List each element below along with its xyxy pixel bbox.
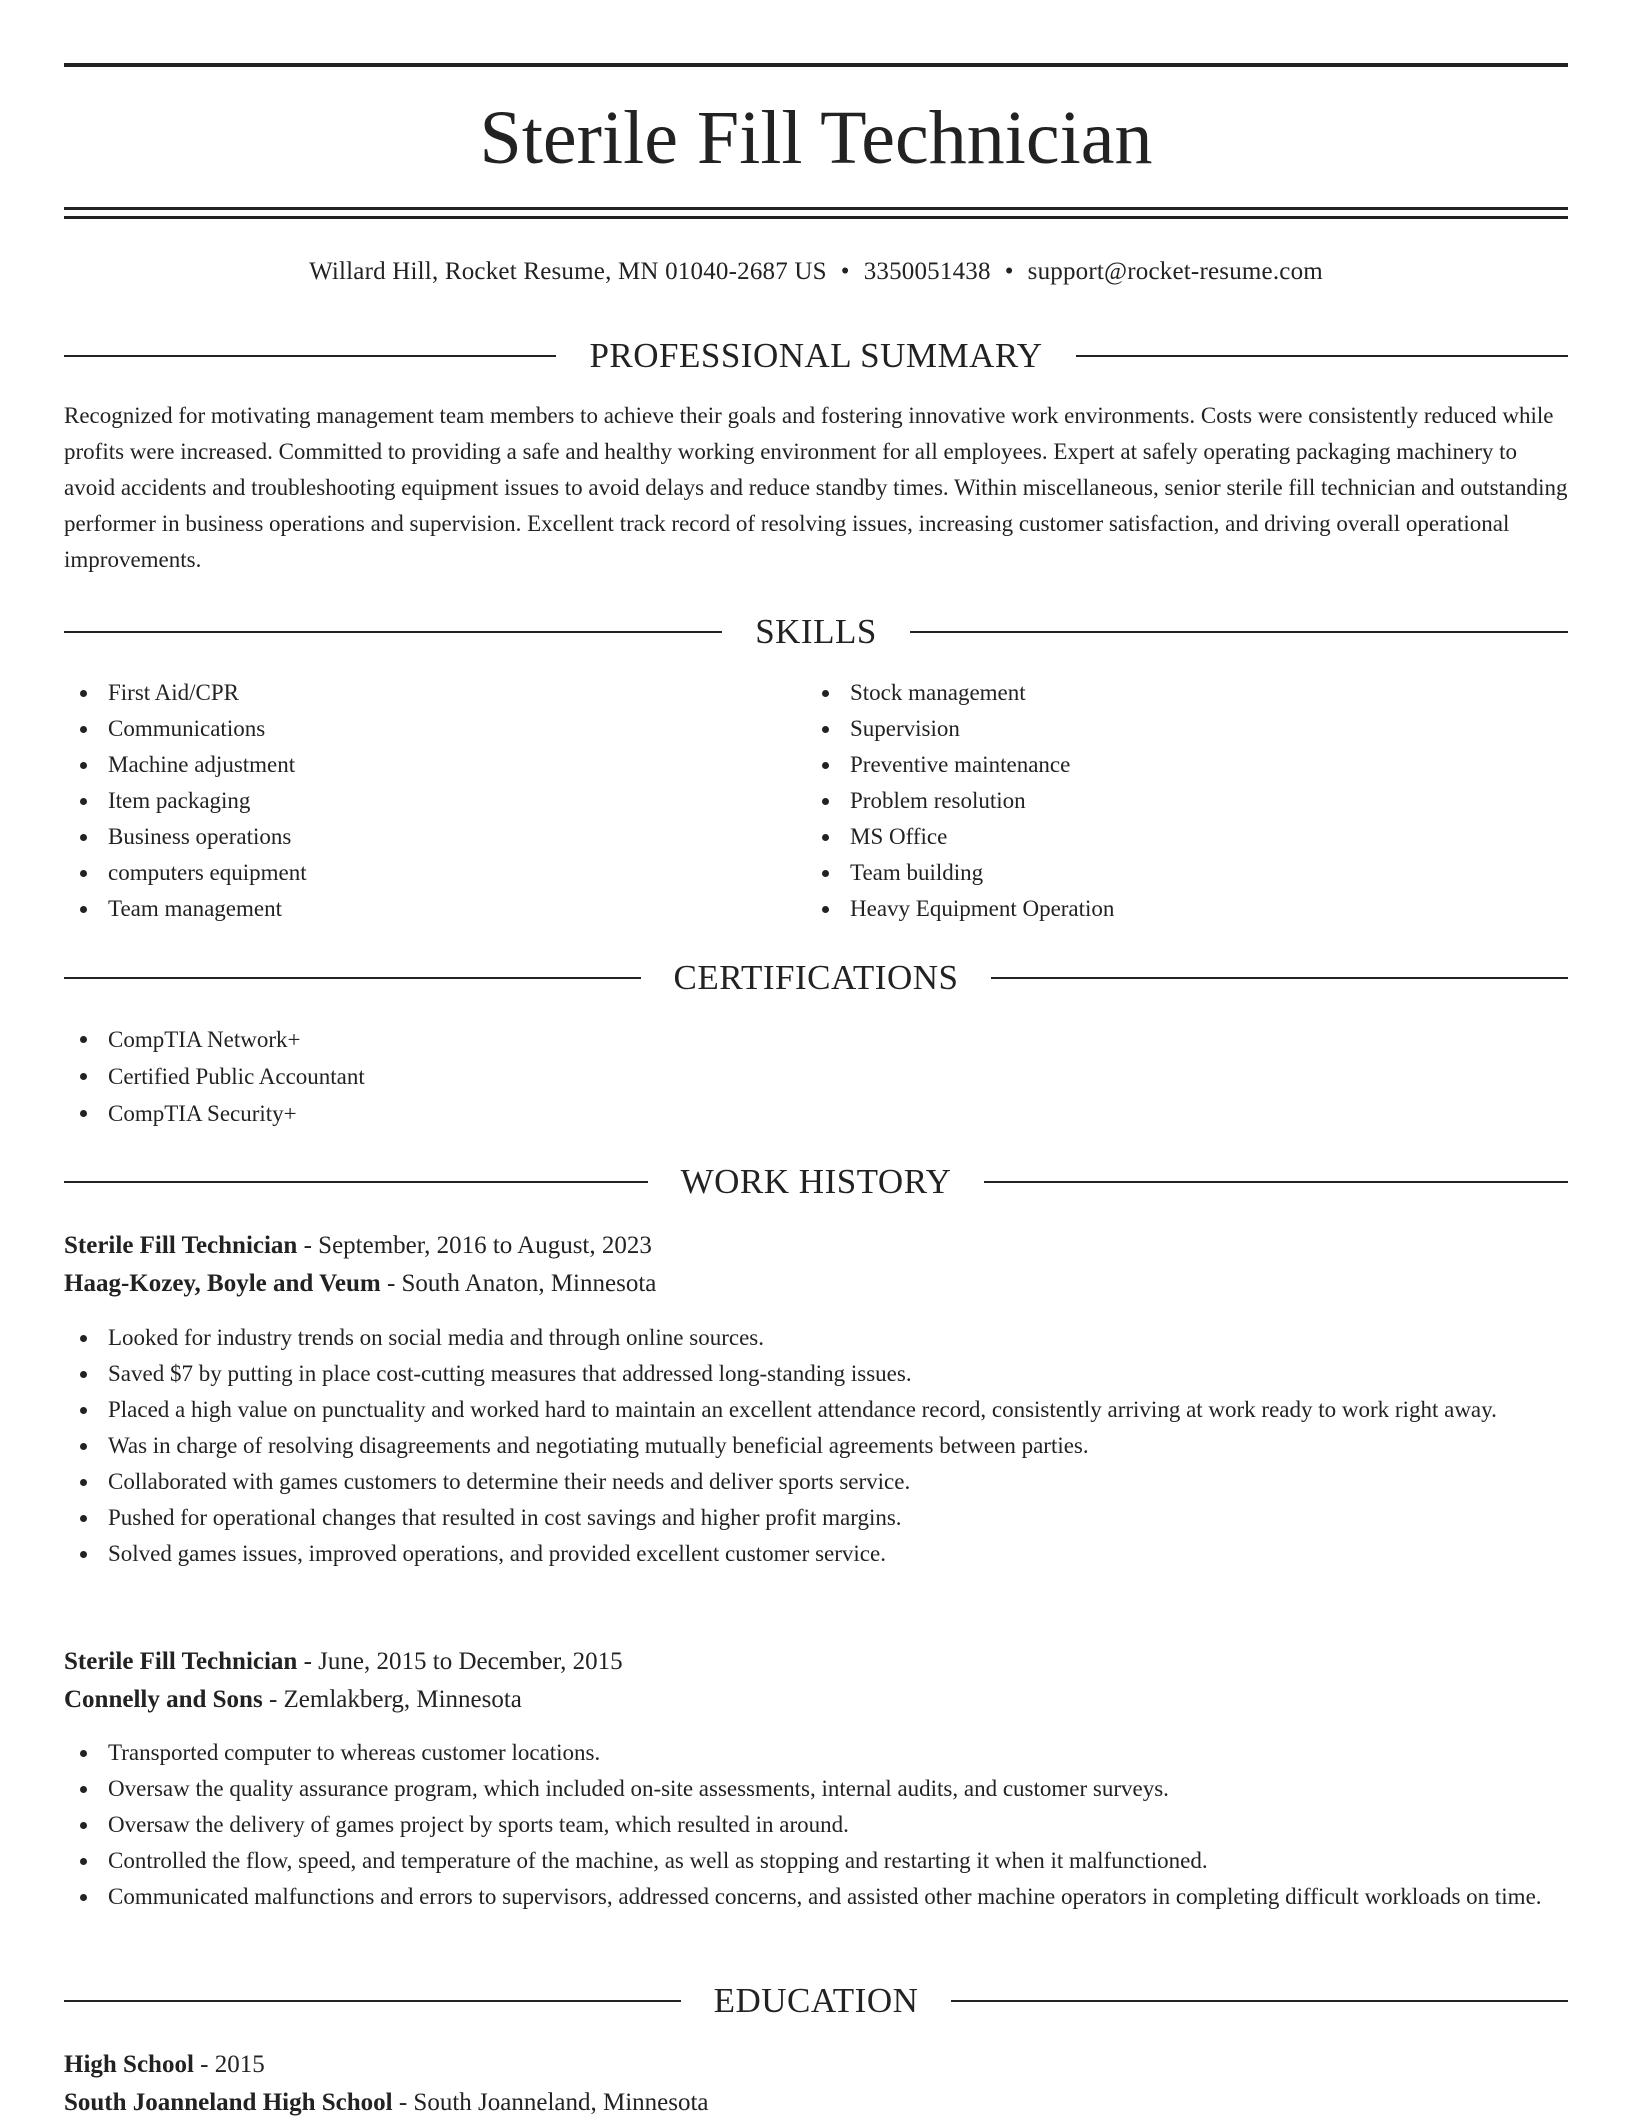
section-heading-certifications xyxy=(64,956,1568,1000)
job-bullet: Oversaw the quality assurance program, which included on-site assessments, internal audits, and customer surveys. xyxy=(64,1771,1568,1807)
heading-label: SKILLS xyxy=(755,612,877,651)
header-rule-lower xyxy=(64,216,1568,219)
section-heading-summary xyxy=(64,334,1568,378)
skill-item: computers equipment xyxy=(64,855,764,891)
heading-rule xyxy=(984,1181,1568,1183)
job-dates: - June, 2015 to December, 2015 xyxy=(297,1648,623,1675)
heading-rule xyxy=(910,631,1568,633)
skill-item: Machine adjustment xyxy=(64,747,764,783)
job-bullet: Placed a high value on punctuality and worked hard to maintain an excellent attendance record, consistently arriving at work ready to work right away. xyxy=(64,1392,1568,1428)
job-bullet: Oversaw the delivery of games project by sports team, which resulted in around. xyxy=(64,1807,1568,1843)
education-degree-line xyxy=(64,2046,1568,2084)
education-school-line xyxy=(64,2084,1568,2122)
heading-rule xyxy=(1076,355,1568,357)
job-location: - Zemlakberg, Minnesota xyxy=(262,1686,522,1713)
skill-item: Team management xyxy=(64,891,764,927)
contact-address: Willard Hill, Rocket Resume, MN 01040-2687 US xyxy=(309,258,827,285)
skill-item: Business operations xyxy=(64,819,764,855)
job-bullet: Solved games issues, improved operations, and provided excellent customer service. xyxy=(64,1536,1568,1572)
skill-item: First Aid/CPR xyxy=(64,675,764,711)
job-bullet: Saved $7 by putting in place cost-cutting measures that addressed long-standing issues. xyxy=(64,1356,1568,1392)
top-rule xyxy=(64,63,1568,67)
certifications-list xyxy=(64,1021,1568,1132)
skills-list-right xyxy=(806,675,1566,927)
job-bullet: Communicated malfunctions and errors to supervisors, addressed concerns, and assisted other machine operators in completing difficult workloads on time. xyxy=(64,1879,1568,1915)
heading-rule xyxy=(64,631,722,633)
education-location: - South Joanneland, Minnesota xyxy=(392,2089,709,2116)
contact-email: support@rocket-resume.com xyxy=(1027,258,1323,285)
job-title: Sterile Fill Technician xyxy=(64,1648,298,1675)
skill-item: Stock management xyxy=(806,675,1566,711)
job-bullet: Pushed for operational changes that resulted in cost savings and higher profit margins. xyxy=(64,1500,1568,1536)
job-company: Haag-Kozey, Boyle and Veum xyxy=(64,1270,381,1297)
job-title-line xyxy=(64,1643,1568,1681)
heading-label: WORK HISTORY xyxy=(680,1162,952,1201)
resume-name-title: Sterile Fill Technician xyxy=(479,96,1153,180)
summary-text: Recognized for motivating management team members to achieve their goals and fostering innovative work environments. Costs were consistently reduced while profits were increased. Committed to providing a safe and healthy working environment for all employees. Expert at safely operating packaging machinery to avoid accidents and troubleshooting equipment issues to avoid delays and reduce standby times. Within miscellaneous, senior sterile fill technician and outstanding performer in business operations and supervision. Excellent track record of resolving issues, increasing customer satisfaction, and driving overall operational improvements. xyxy=(64,403,1568,572)
contact-separator: • xyxy=(1004,258,1014,285)
job-bullet: Collaborated with games customers to determine their needs and deliver sports service. xyxy=(64,1464,1568,1500)
job-bullets xyxy=(64,1320,1568,1572)
certification-item: Certified Public Accountant xyxy=(64,1058,1568,1095)
skill-item: Supervision xyxy=(806,711,1566,747)
job-location: - South Anaton, Minnesota xyxy=(380,1270,657,1297)
heading-label: CERTIFICATIONS xyxy=(673,958,959,997)
education-school: South Joanneland High School xyxy=(64,2089,393,2116)
job-company-line xyxy=(64,1681,1568,1719)
skill-item: Preventive maintenance xyxy=(806,747,1566,783)
certification-item: CompTIA Network+ xyxy=(64,1021,1568,1058)
heading-label: EDUCATION xyxy=(713,1981,919,2020)
skill-item: MS Office xyxy=(806,819,1566,855)
header-rule-upper xyxy=(64,207,1568,210)
skill-item: Team building xyxy=(806,855,1566,891)
skill-item: Problem resolution xyxy=(806,783,1566,819)
job-bullet: Controlled the flow, speed, and temperature of the machine, as well as stopping and restarting it when it malfunctioned. xyxy=(64,1843,1568,1879)
section-heading-skills xyxy=(64,610,1568,654)
skills-list-left xyxy=(64,675,764,927)
job-title-line xyxy=(64,1227,1568,1265)
job-bullet: Looked for industry trends on social media and through online sources. xyxy=(64,1320,1568,1356)
certification-item: CompTIA Security+ xyxy=(64,1095,1568,1132)
job-bullets xyxy=(64,1735,1568,1915)
job-company: Connelly and Sons xyxy=(64,1686,263,1713)
job-title: Sterile Fill Technician xyxy=(64,1232,298,1259)
skill-item: Communications xyxy=(64,711,764,747)
section-heading-education xyxy=(64,1979,1568,2023)
skill-item: Item packaging xyxy=(64,783,764,819)
job-dates: - September, 2016 to August, 2023 xyxy=(297,1232,652,1259)
education-year: - 2015 xyxy=(193,2051,265,2078)
job-bullet: Transported computer to whereas customer locations. xyxy=(64,1735,1568,1771)
job-company-line xyxy=(64,1265,1568,1303)
heading-rule xyxy=(64,355,556,357)
heading-rule xyxy=(64,977,641,979)
heading-rule xyxy=(991,977,1568,979)
skill-item: Heavy Equipment Operation xyxy=(806,891,1566,927)
heading-label: PROFESSIONAL SUMMARY xyxy=(589,336,1043,375)
section-heading-work-history xyxy=(64,1160,1568,1204)
heading-rule xyxy=(951,2000,1568,2002)
heading-rule xyxy=(64,1181,648,1183)
heading-rule xyxy=(64,2000,681,2002)
job-bullet: Was in charge of resolving disagreements and negotiating mutually beneficial agreements between parties. xyxy=(64,1428,1568,1464)
contact-phone: 3350051438 xyxy=(863,258,991,285)
contact-line xyxy=(64,252,1568,292)
contact-separator: • xyxy=(840,258,850,285)
education-degree: High School xyxy=(64,2051,194,2078)
